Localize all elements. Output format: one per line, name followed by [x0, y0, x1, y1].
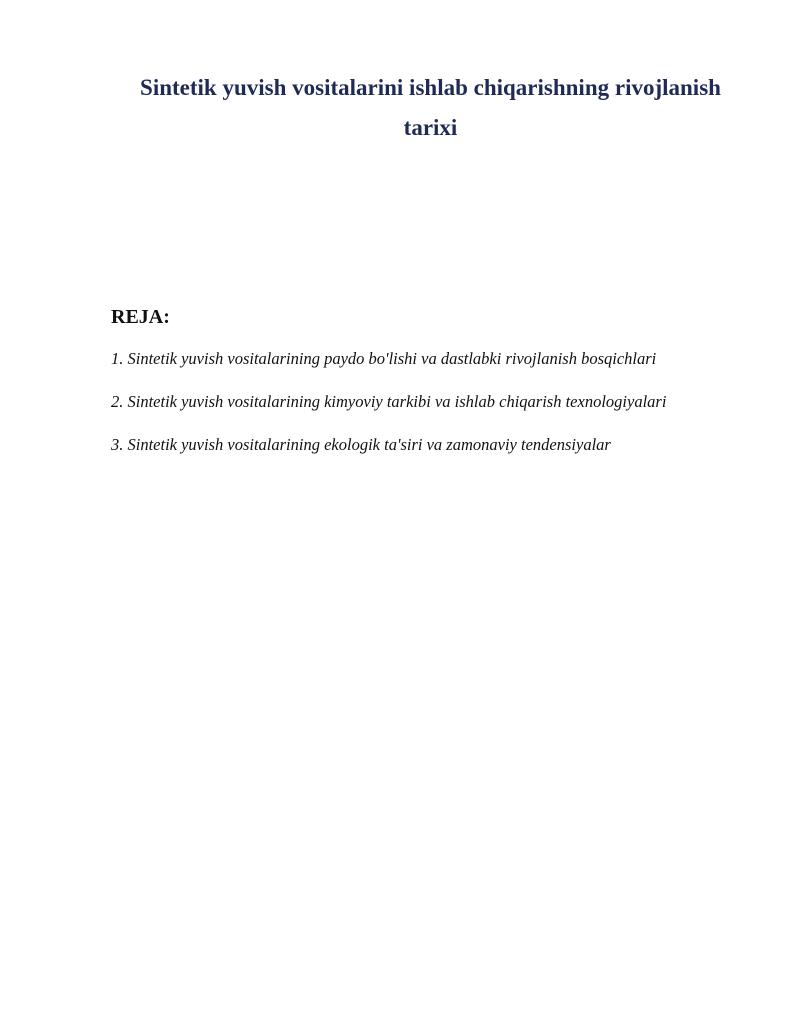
- plan-item-2: 2. Sintetik yuvish vositalarining kimyoviy tarkibi va ishlab chiqarish texnologiyalari: [111, 392, 667, 411]
- plan-item-3: 3. Sintetik yuvish vositalarining ekologik ta'siri va zamonaviy tendensiyalar: [111, 435, 611, 454]
- plan-item-1: 1. Sintetik yuvish vositalarining paydo bo'lishi va dastlabki rivojlanish bosqichlari: [111, 349, 657, 368]
- plan-heading: REJA:: [111, 306, 170, 328]
- plan-list: [111, 348, 666, 477]
- document-title: Sintetik yuvish vositalarini ishlab chiqarishning rivojlanish tarixi: [140, 75, 721, 140]
